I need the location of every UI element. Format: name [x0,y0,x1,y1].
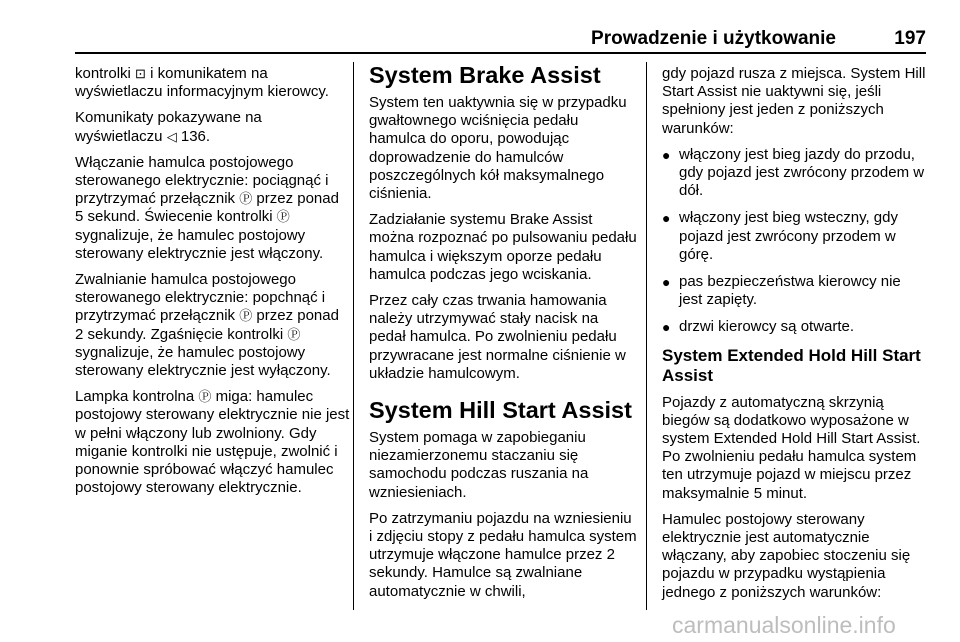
parking-brake-icon: Ⓟ [239,191,253,207]
paragraph: Przez cały czas trwania hamowania należy utrzymywać stały nacisk na pedał hamulca. Po zwolnieniu pedału przywracane jest normalne ciśnienie w układzie hamulcowym. [369,292,626,382]
paragraph [75,65,350,101]
paragraph [75,109,350,145]
paragraph: Hamulec postojowy sterowany elektrycznie jest automatycznie włączany, aby zapobiec stoczeniu się pojazdu w przypadku wystąpienia jednego z poniższych warunków: [662,510,911,601]
text: miga: hamulec postojowy sterowany elektrycznie nie jest w pełni włączony lub zwolniony. Gdy miganie kontrolki nie ustępuje, zwolnić i ponownie spróbować włączyć hamulec postojowy sterowany elektrycznie. [75,388,350,497]
column-divider [353,62,354,610]
list-item [662,273,927,309]
list-item-text: pas bezpieczeństwa kierowcy nie jest zapięty. [679,273,901,309]
bullet-icon: ● [662,210,671,227]
brake-warning-icon: ⊡ [135,66,146,81]
text: sygnalizuje, że hamulec postojowy sterowany elektrycznie jest włączony. [75,226,324,262]
list-item [662,209,927,264]
column-divider [646,62,647,610]
paragraph [75,154,350,263]
column-right [662,65,927,610]
column-middle [369,62,638,609]
text: sygnalizuje, że hamulec postojowy sterowany elektrycznie jest wyłączony. [75,343,331,380]
parking-brake-icon: Ⓟ [198,389,212,405]
list-item-text: włączony jest bieg jazdy do przodu, gdy pojazd jest zwrócony przodem w dół. [679,145,925,200]
list-item [662,318,927,336]
list-item [662,146,927,201]
text: przez ponad 5 sekund. Świecenie kontrolki [75,190,339,226]
parking-brake-icon: Ⓟ [239,308,253,324]
text: Lampka kontrolna [75,388,199,406]
section-heading: System Brake Assist [369,62,601,88]
paragraph [75,388,350,497]
parking-brake-icon: Ⓟ [276,209,290,225]
parking-brake-icon: Ⓟ [287,326,301,342]
paragraph: Pojazdy z automatyczną skrzynią biegów są dodatkowo wyposażone w system Extended Hold Hill Start Assist. Po zwolnieniu pedału hamulca system ten utrzymuje pojazd w miejscu przez maksymalnie 5 minut. [662,393,921,502]
condition-list [662,146,927,337]
section-heading: System Hill Start Assist [369,397,632,424]
text: Komunikaty pokazywane na wyświetlaczu [75,109,262,145]
page-number: 197 [894,28,926,49]
subsection-heading: System Extended Hold Hill Start Assist [662,345,921,385]
column-left [75,65,350,505]
text: kontrolki [75,65,136,82]
watermark: carmanualsonline.info [672,612,896,638]
paragraph: gdy pojazd rusza z miejsca. System Hill Start Assist nie uaktywni się, jeśli spełniony jest jeden z poniższych warunków: [662,65,926,137]
bullet-icon: ● [662,319,671,336]
text: Zwalnianie hamulca postojowego sterowanego elektrycznie: popchnąć i przytrzymać przełącznik [75,271,326,325]
paragraph: Zadziałanie systemu Brake Assist można rozpoznać po pulsowaniu pedału hamulca i większym oporze pedału hamulca podczas jego wciskania. [369,211,637,283]
list-item-text: włączony jest bieg wsteczny, gdy pojazd jest zwrócony przodem w górę. [679,209,898,263]
bullet-icon: ● [662,274,671,291]
paragraph: System pomaga w zapobieganiu niezamierzonemu staczaniu się samochodu podczas ruszania na wzniesieniach. [369,429,589,501]
bullet-icon: ● [662,146,671,163]
text: przez ponad 2 sekundy. Zgaśnięcie kontrolki [75,307,339,343]
page-header [75,24,926,54]
paragraph: System ten uaktywnia się w przypadku gwałtownego wciśnięcia pedału hamulca do oporu, powodując doprowadzenie do hamulców poszczególnych kół maksymalnego ciśnienia. [369,94,627,203]
paragraph: Po zatrzymaniu pojazdu na wzniesieniu i zdjęciu stopy z pedału hamulca system utrzymuje włączone hamulce przez 2 sekundy. Hamulce są zwalniane automatycznie w chwili, [369,509,637,600]
text: i komunikatem na wyświetlaczu informacyjnym kierowcy. [75,65,329,101]
text: Włączanie hamulca postojowego sterowanego elektrycznie: pociągnąć i przytrzymać przełącznik [75,153,329,208]
page-reference-icon: ◁ [166,128,177,144]
page-header-title: Prowadzenie i użytkowanie [591,28,836,49]
list-item-text: drzwi kierowcy są otwarte. [679,318,855,336]
paragraph [75,271,350,380]
text: 136. [176,127,211,145]
